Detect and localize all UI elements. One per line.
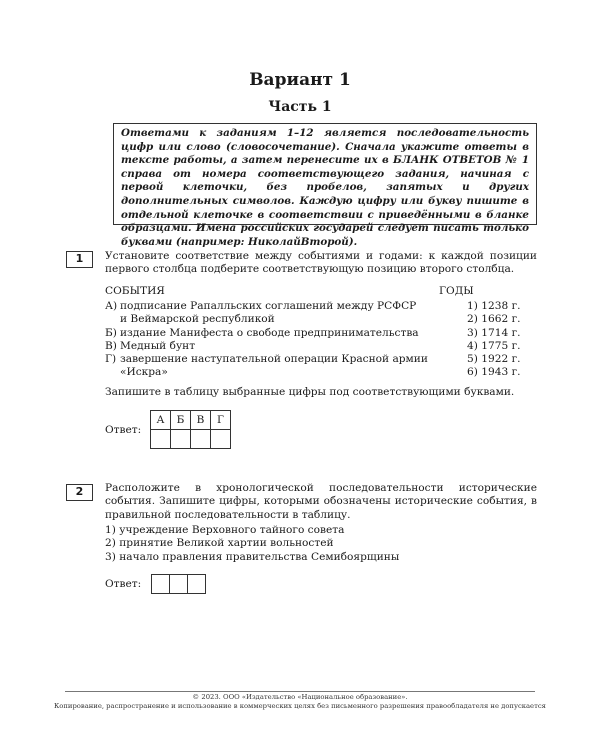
answer-cell[interactable] [211, 430, 231, 449]
event-text: «Искра» [120, 366, 168, 379]
event-row [105, 313, 435, 326]
task2-answer-table [151, 574, 206, 594]
list-item: 1) учреждение Верховного тайного совета [105, 524, 345, 536]
event-row [105, 300, 435, 313]
footer-copyright: © 2023. ООО «Издательство «Национальное образование». [192, 693, 408, 701]
task2-text: Расположите в хронологической последовательности исторические события. Запишите цифры, которыми обозначены исторические события, в правильной последовательности в таблицу. [105, 482, 537, 521]
event-row [105, 340, 435, 353]
answer-letter-header: Г [211, 411, 231, 430]
answer-label: Ответ: [105, 578, 142, 590]
events-column-header: СОБЫТИЯ [105, 285, 165, 297]
task1-text: Установите соответствие между событиями и годами: к каждой позиции первого столбца подберите соответствующую позицию второго столбца. [105, 250, 537, 276]
events-list [105, 300, 435, 380]
event-letter: Г) [105, 353, 117, 366]
event-row [105, 353, 435, 366]
year-option: 2) 1662 г. [467, 313, 521, 326]
event-text: подписание Рапалльских соглашений между РСФСР [120, 300, 417, 312]
footer-notice: Копирование, распространение и использование в коммерческих целях без письменного разрешения правообладателя не допускается [54, 702, 546, 710]
instructions-box: Ответами к заданиям 1–12 является последовательность цифр или слово (словосочетание). Сначала укажите ответы в тексте работы, а затем перенесите их в БЛАНК ОТВЕТОВ № 1 справа от номера соответствующего задания, начиная с первой клеточки, без пробелов, запятых и других дополнительных символов. Каждую цифру или букву пишите в отдельной клеточке в соответствии с приведёнными в бланке образцами. Имена российских государей следует писать только буквами (например: НиколайВторой). [113, 123, 537, 225]
years-column-header: ГОДЫ [439, 285, 474, 297]
event-row [105, 366, 435, 379]
year-option: 5) 1922 г. [467, 353, 521, 366]
event-text: Медный бунт [120, 339, 196, 352]
years-list [467, 300, 542, 380]
answer-cell[interactable] [191, 430, 211, 449]
task-number-1: 1 [66, 251, 93, 268]
year-option: 3) 1714 г. [467, 326, 521, 339]
variant-title: Вариант 1 [249, 70, 351, 90]
answer-cell[interactable] [152, 575, 170, 594]
event-text: и Веймарской республикой [120, 313, 275, 326]
event-row [105, 327, 435, 340]
year-option: 1) 1238 г. [467, 300, 521, 312]
task1-answer-table [150, 410, 231, 449]
year-option: 6) 1943 г. [467, 366, 521, 379]
list-item: 3) начало правления правительства Семибоярщины [105, 550, 400, 563]
event-letter: Б) [105, 326, 117, 339]
answer-letter-header: А [151, 411, 171, 430]
task1-write-instruction: Запишите в таблицу выбранные цифры под соответствующими буквами. [105, 386, 515, 398]
task2-items [105, 524, 399, 564]
list-item: 2) принятие Великой хартии вольностей [105, 537, 334, 550]
year-option: 4) 1775 г. [467, 339, 521, 352]
answer-cell[interactable] [151, 430, 171, 449]
task-number-2: 2 [66, 484, 93, 501]
footer-divider [65, 691, 535, 692]
answer-letter-header: В [191, 411, 211, 430]
event-letter: В) [105, 339, 117, 352]
answer-cell[interactable] [171, 430, 191, 449]
answer-label: Ответ: [105, 424, 142, 436]
answer-cell[interactable] [188, 575, 206, 594]
answer-letter-header: Б [171, 411, 191, 430]
part-title: Часть 1 [268, 99, 332, 115]
event-letter: А) [105, 300, 118, 312]
answer-cell[interactable] [170, 575, 188, 594]
event-text: завершение наступательной операции Красной армии [120, 353, 428, 366]
event-text: издание Манифеста о свободе предпринимательства [120, 326, 419, 339]
